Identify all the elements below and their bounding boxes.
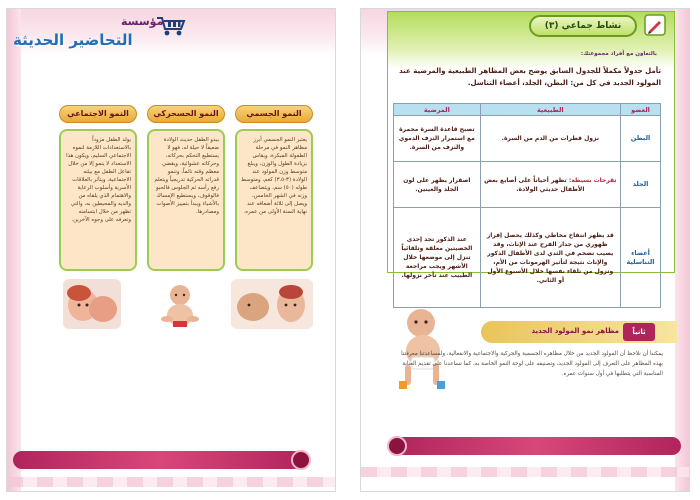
publisher-logo — [13, 15, 189, 51]
bottom-ornament — [361, 467, 689, 477]
side-decoration — [7, 9, 21, 491]
normal-cell: قد يظهر انتفاخ مخاطي وكذلك يحصل إفراز ظهوري من جدار الفرج عند الإناث، وقد يصيب تضخم في الثدي لدى الأطفال الذكور والإناث نتيجة لتأثير الهرمونات من الأم، وتزول من تلقاء نفسها خلال الأسبوع الأول أو الثاني. — [480, 208, 620, 308]
abnormal-cell: اصفرار يظهر على لون الجلد والعينين. — [394, 162, 481, 208]
header-organ: العضو — [621, 104, 661, 116]
growth-columns — [59, 105, 321, 275]
section-tag: ثانياً — [623, 323, 655, 341]
abnormal-cell: عند الذكور تجد إحدى الخصيتين معلقة وتلقائياً تنزل إلى موضعها خلال الأشهر ويجب مراجعة الطبيب عند تأخر نزولها. — [394, 208, 481, 308]
normal-cell — [480, 162, 620, 208]
highlight-term: تقرحات بسيطة: — [568, 176, 617, 184]
normal-text: تظهر أحياناً على أصابع بعض الأطفال حديثي الولادة. — [484, 176, 585, 193]
column-title: النمو الحسحركي — [147, 105, 225, 123]
baby-photo — [63, 279, 121, 329]
bottom-strip — [13, 451, 307, 469]
organ-cell: أعضاء التناسلية — [621, 208, 661, 308]
abnormal-cell: تصبح قاعدة السرة محمرة مع استمرار النزف الدموي والنزف من السرة. — [394, 116, 481, 162]
table-row — [394, 116, 661, 162]
baby-photo — [151, 279, 209, 329]
section-title: مظاهر نمو المولود الجديد — [531, 327, 619, 335]
organ-cell: الجلد — [621, 162, 661, 208]
pencil-icon — [643, 13, 667, 37]
column-text: يبدو الطفل حديث الولادة ضعيفاً لا حيلة له، فهو لا يستطيع التحكم بحركاته، وحركاته عشوائية، ويقضي معظم وقته نائماً، وتنمو قدراته الحركية تدريجياً ويتعلم رفع رأسه ثم الجلوس فالحبو فالوقوف، ويستطيع الإمساك بالأشياء ويبدأ بتمييز الأصوات ومصادرها. — [147, 129, 225, 271]
activity-title: نشاط جماعي (٣) — [529, 15, 637, 37]
left-page — [6, 8, 336, 492]
strip-dot — [387, 436, 407, 456]
social-growth-column — [59, 105, 137, 271]
header-abnormal: المرضية — [394, 104, 481, 116]
column-title: النمو الاجتماعي — [59, 105, 137, 123]
baby-photo — [231, 279, 313, 329]
column-title: النمو الجسمي — [235, 105, 313, 123]
sensorimotor-growth-column — [147, 105, 225, 271]
table-row — [394, 208, 661, 308]
normal-cell: نزول قطرات من الدم من السرة. — [480, 116, 620, 162]
bottom-strip — [391, 437, 681, 455]
bottom-ornament — [7, 477, 335, 487]
physical-growth-column — [235, 105, 313, 271]
organ-cell: البطن — [621, 116, 661, 162]
side-decoration — [675, 9, 689, 491]
table-row — [394, 162, 661, 208]
column-text: يولد الطفل مزوداً بالاستعدادات اللازمة لنموه الاجتماعي السليم، ويكون هذا الاستعداد لا ينمو إلا من خلال تفاعل الطفل مع بيئته الاجتماعية، ويتأثر بالعلاقات الأسرية وأسلوب الرعاية والاهتمام الذي يلقاه من والديه والمحيطين به، والتي تظهر من خلال ابتسامته وتعرفه على وجوه الآخرين. — [59, 129, 137, 271]
logo-top-text: مؤسسة — [121, 15, 164, 28]
instruction-text: تأمل جدولاً مكملاً للجدول السابق يوضح بعض المظاهر الطبيعية والمرضية عند المولود الجديد في كل من: البطن، الجلد، أعضاء التناسل. — [399, 67, 661, 87]
logo-main-text: التحاضير الحديثة — [13, 31, 133, 49]
section-body: يمكننا أن نلاحظ أن المولود الجديد من خلال مظاهره الجسمية والحركية والاجتماعية والانفعالية، ولمساعدتنا معرفتنا بهذه المظاهر على التعرف إلى المولود الجديد، وتصنيفه على لوحة النمو الخاصة به، كما تساعدنا على تقديم العناية المناسبة التي يتطلبها في أول سنوات عمره. — [401, 351, 663, 377]
header-normal: الطبيعية — [480, 104, 620, 116]
strip-dot — [291, 450, 311, 470]
instruction-lead: بالتعاون مع أفراد مجموعتك: — [580, 51, 657, 57]
column-text: يعتبر النمو الجسمي أبرز مظاهر النمو في مرحلة الطفولة المبكرة، ويقاس بزيادة الطول والوزن، ويبلغ متوسط وزن المولود عند الولادة (٣-٣.٥) كغم، ومتوسط طوله (٥٠) سم، ويتضاعف وزنه في الشهر الخامس، ويصل إلى ثلاثة أضعافه عند نهاية السنة الأولى من عمره. — [235, 129, 313, 271]
right-page — [360, 8, 690, 492]
cart-icon — [155, 15, 187, 37]
newborn-table — [393, 103, 661, 308]
